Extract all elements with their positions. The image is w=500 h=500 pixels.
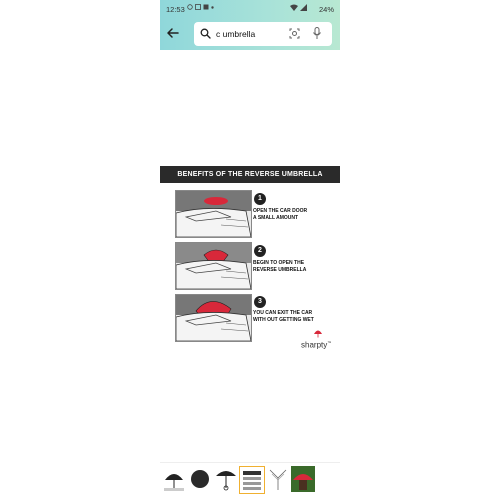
step-3-line-2: WITH OUT GETTING WET — [253, 317, 314, 323]
step-3-number: 3 — [254, 296, 266, 308]
signal-icon — [300, 4, 307, 11]
thumbnail-6[interactable] — [291, 466, 315, 492]
microphone-icon[interactable] — [312, 27, 322, 40]
step-2-line-1: BEGIN TO OPEN THE — [253, 260, 305, 266]
thumbnail-5[interactable] — [266, 466, 290, 492]
thumbnail-4[interactable] — [239, 466, 265, 494]
status-bar — [160, 0, 340, 18]
product-image[interactable] — [160, 50, 340, 462]
thumbnail-1[interactable] — [162, 466, 186, 492]
top-bar — [160, 0, 340, 50]
back-arrow-icon[interactable] — [166, 26, 180, 40]
search-bar[interactable] — [194, 22, 332, 46]
brand-name: sharpty — [301, 340, 328, 350]
wifi-icon — [290, 4, 298, 11]
step-1-text — [253, 208, 333, 222]
step-3-line-1: YOU CAN EXIT THE CAR — [253, 310, 313, 316]
step-1-line-1: OPEN THE CAR DOOR — [253, 208, 308, 214]
step-2-text — [253, 260, 333, 274]
thumbnail-2[interactable] — [188, 466, 212, 492]
brand-umbrella-icon — [314, 329, 322, 338]
thumbnail-strip — [160, 462, 340, 495]
sync-icon — [187, 4, 193, 10]
phone-screen — [160, 0, 340, 500]
step-1-line-2: A SMALL AMOUNT — [253, 215, 299, 221]
thumbnail-3[interactable] — [214, 466, 238, 492]
step-1-car-scene — [175, 190, 252, 238]
camera-scan-icon[interactable] — [289, 28, 300, 39]
step-2-line-2: REVERSE UMBRELLA — [253, 267, 307, 273]
step-3-text — [253, 310, 333, 324]
gallery-icon — [203, 4, 209, 10]
step-2-car-scene — [175, 242, 252, 290]
step-1-number: 1 — [254, 193, 266, 205]
step-3-car-scene — [175, 294, 252, 342]
dot-icon — [211, 6, 214, 9]
step-2-number: 2 — [254, 245, 266, 257]
image-icon — [195, 4, 201, 10]
search-query[interactable]: c umbrella — [216, 29, 256, 39]
brand-trademark: ™ — [327, 340, 332, 345]
image-title: BENEFITS OF THE REVERSE UMBRELLA — [160, 166, 340, 183]
search-icon — [200, 28, 211, 39]
brand-logo — [301, 340, 331, 350]
status-time: 12:53 — [166, 5, 185, 14]
battery-label: 24% — [318, 5, 334, 14]
